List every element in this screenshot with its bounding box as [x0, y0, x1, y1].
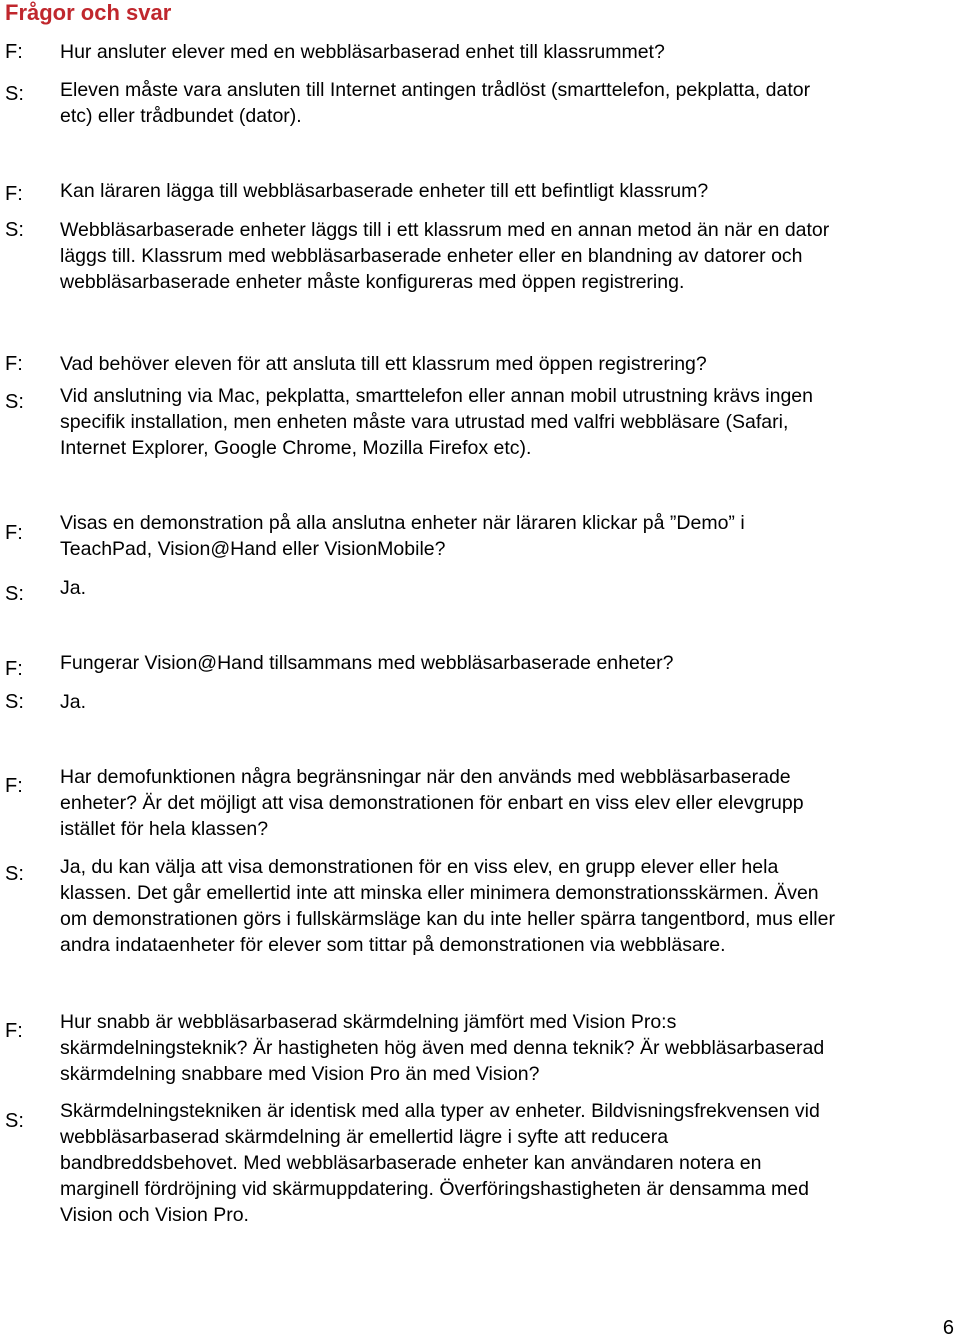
answer-text: etc) eller trådbundet (dator).: [60, 105, 302, 127]
answer-text: Webbläsarbaserade enheter läggs till i ett klassrum med en annan metod än när en dator: [60, 219, 830, 241]
answer-text: klassen. Det går emellertid inte att minska eller minimera demonstrationsskärmen. Även: [60, 882, 819, 904]
question-text: Vad behöver eleven för att ansluta till ett klassrum med öppen registrering?: [60, 353, 707, 375]
question-line: [0, 1035, 960, 1061]
question-text: skärmdelning snabbare med Vision Pro än med Vision?: [60, 1063, 540, 1085]
answer-text: Internet Explorer, Google Chrome, Mozilla Firefox etc).: [60, 437, 532, 459]
question-text: enheter? Är det möjligt att visa demonstrationen för enbart en viss elev eller elevgrupp: [60, 792, 804, 814]
question-line: [0, 536, 960, 562]
answer-line: [0, 217, 960, 243]
question-line: [0, 351, 960, 377]
question-line: [0, 1009, 960, 1042]
question-line: [0, 790, 960, 816]
answer-text: Eleven måste vara ansluten till Internet antingen trådlöst (smarttelefon, pekplatta, dator: [60, 79, 811, 101]
answer-text: andra indataenheter för elever som tittar på demonstrationen via webbläsare.: [60, 934, 726, 956]
question-text: Visas en demonstration på alla anslutna enheter när läraren klickar på ”Demo” i: [60, 512, 745, 534]
answer-line: [0, 575, 960, 605]
answer-line: [0, 269, 960, 295]
answer-text: Vision och Vision Pro.: [60, 1204, 249, 1226]
answer-text: om demonstrationen görs i fullskärmsläge kan du inte heller spärra tangentbord, mus eller: [60, 908, 835, 930]
answer-line: [0, 103, 960, 129]
answer-line: [0, 409, 960, 435]
answer-text: Ja.: [60, 577, 87, 599]
answer-text: webbläsarbaserade enheter måste konfigureras med öppen registrering.: [60, 271, 685, 293]
answer-label: S:: [5, 1110, 24, 1132]
answer-line: [0, 1150, 960, 1176]
question-label: F:: [5, 522, 23, 544]
answer-text: Ja.: [60, 691, 87, 713]
answer-text: Skärmdelningstekniken är identisk med alla typer av enheter. Bildvisningsfrekvensen vid: [60, 1100, 820, 1122]
answer-line: [0, 243, 960, 269]
question-line: [0, 764, 960, 797]
question-text: Har demofunktionen några begränsningar när den används med webbläsarbaserade: [60, 766, 791, 788]
page-title: Frågor och svar: [5, 0, 172, 25]
answer-text: läggs till. Klassrum med webbläsarbaserade enheter eller en blandning av datorer och: [60, 245, 803, 267]
answer-label: S:: [5, 583, 24, 605]
answer-label: S:: [5, 391, 24, 413]
question-label: F:: [5, 658, 23, 680]
question-label: F:: [5, 183, 23, 205]
question-text: skärmdelningsteknik? Är hastigheten hög även med denna teknik? Är webbläsarbaserad: [60, 1037, 825, 1059]
question-line: [0, 650, 960, 680]
question-text: Kan läraren lägga till webbläsarbaserade enheter till ett befintligt klassrum?: [60, 180, 709, 202]
answer-label: S:: [5, 219, 24, 241]
answer-line: [0, 854, 960, 885]
question-text: Hur ansluter elever med en webbläsarbaserad enhet till klassrummet?: [60, 41, 665, 63]
answer-line: [0, 1176, 960, 1202]
question-label: F:: [5, 41, 23, 63]
answer-line: [0, 435, 960, 461]
page-number: 6: [942, 1317, 954, 1339]
answer-label: S:: [5, 691, 24, 713]
question-line: [0, 39, 960, 65]
answer-line: [0, 1124, 960, 1150]
question-text: TeachPad, Vision@Hand eller VisionMobile?: [60, 538, 446, 560]
question-text: Fungerar Vision@Hand tillsammans med webbläsarbaserade enheter?: [60, 652, 674, 674]
answer-line: [0, 77, 960, 103]
answer-label: S:: [5, 863, 24, 885]
question-line: [0, 178, 960, 204]
answer-line: [0, 1202, 960, 1228]
answer-label: S:: [5, 83, 24, 105]
question-line: [0, 816, 960, 842]
answer-text: Vid anslutning via Mac, pekplatta, smarttelefon eller annan mobil utrustning krävs ingen: [60, 385, 813, 407]
answer-text: Ja, du kan välja att visa demonstrationen för en viss elev, en grupp elever eller hela: [60, 856, 779, 878]
question-label: F:: [5, 353, 23, 375]
answer-text: specifik installation, men enheten måste vara utrustad med valfri webbläsare (Safari,: [60, 411, 789, 433]
question-text: Hur snabb är webbläsarbaserad skärmdelning jämfört med Vision Pro:s: [60, 1011, 677, 1033]
question-label: F:: [5, 1020, 23, 1042]
answer-line: [0, 383, 960, 413]
answer-line: [0, 880, 960, 906]
answer-text: webbläsarbaserad skärmdelning är emellertid lägre i syfte att reducera: [60, 1126, 669, 1148]
question-text: istället för hela klassen?: [60, 818, 269, 840]
answer-text: marginell fördröjning vid skärmuppdatering. Överföringshastigheten är densamma med: [60, 1178, 809, 1200]
answer-line: [0, 1098, 960, 1132]
question-line: [0, 1061, 960, 1087]
answer-text: bandbreddsbehovet. Med webbläsarbaserade enheter kan användaren notera en: [60, 1152, 762, 1174]
answer-line: [0, 689, 960, 715]
answer-line: [0, 906, 960, 932]
question-line: [0, 510, 960, 544]
question-label: F:: [5, 775, 23, 797]
answer-line: [0, 932, 960, 958]
